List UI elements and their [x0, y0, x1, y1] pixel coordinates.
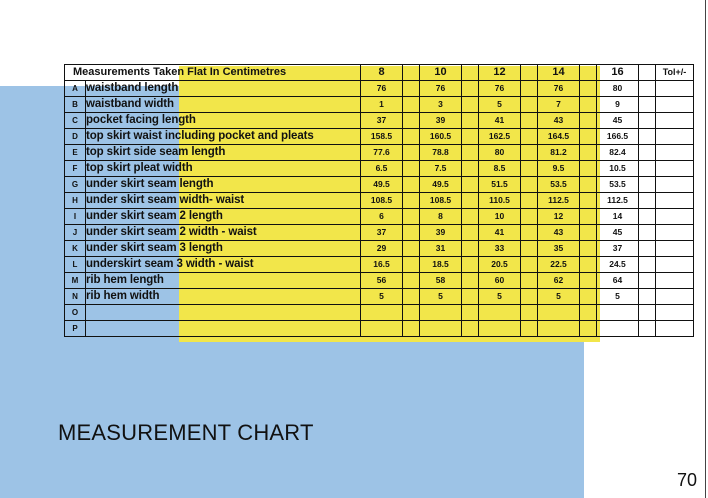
spacer-cell — [521, 241, 538, 257]
size-value-cell — [420, 305, 462, 321]
size-value-cell: 43 — [538, 113, 580, 129]
spacer-cell — [403, 321, 420, 337]
row-description: top skirt waist including pocket and pleats — [86, 129, 361, 145]
size-value-cell: 31 — [420, 241, 462, 257]
spacer-cell — [403, 225, 420, 241]
size-header-14: 14 — [538, 65, 580, 81]
size-value-cell: 6.5 — [361, 161, 403, 177]
spacer-cell — [521, 81, 538, 97]
spacer-cell — [639, 257, 656, 273]
spacer-cell — [521, 97, 538, 113]
tolerance-cell — [656, 81, 694, 97]
row-code: C — [65, 113, 86, 129]
size-value-cell: 45 — [597, 225, 639, 241]
spacer-cell — [580, 81, 597, 97]
table-row — [65, 145, 694, 161]
spacer-cell — [580, 305, 597, 321]
table-row — [65, 305, 694, 321]
spacer-cell — [521, 65, 538, 81]
spacer-cell — [403, 113, 420, 129]
spacer-cell — [403, 289, 420, 305]
table-row — [65, 193, 694, 209]
size-value-cell: 10.5 — [597, 161, 639, 177]
spacer-cell — [462, 321, 479, 337]
size-value-cell: 62 — [538, 273, 580, 289]
size-value-cell: 16.5 — [361, 257, 403, 273]
row-description: under skirt seam 2 length — [86, 209, 361, 225]
tolerance-cell — [656, 177, 694, 193]
spacer-cell — [521, 129, 538, 145]
size-value-cell: 112.5 — [597, 193, 639, 209]
spacer-cell — [580, 193, 597, 209]
table-title: Measurements Taken Flat In Centimetres — [65, 65, 361, 81]
spacer-cell — [639, 161, 656, 177]
size-value-cell — [538, 321, 580, 337]
spacer-cell — [580, 129, 597, 145]
size-value-cell: 33 — [479, 241, 521, 257]
table-row — [65, 257, 694, 273]
row-description: under skirt seam 3 length — [86, 241, 361, 257]
tolerance-cell — [656, 113, 694, 129]
size-value-cell: 80 — [479, 145, 521, 161]
tolerance-cell — [656, 161, 694, 177]
spacer-cell — [521, 113, 538, 129]
row-code: A — [65, 81, 86, 97]
size-value-cell: 76 — [420, 81, 462, 97]
size-value-cell: 108.5 — [420, 193, 462, 209]
size-value-cell: 5 — [420, 289, 462, 305]
size-header-8: 8 — [361, 65, 403, 81]
spacer-cell — [403, 161, 420, 177]
size-value-cell: 43 — [538, 225, 580, 241]
tolerance-cell — [656, 273, 694, 289]
row-code: I — [65, 209, 86, 225]
size-value-cell: 37 — [597, 241, 639, 257]
table-row — [65, 161, 694, 177]
spacer-cell — [580, 209, 597, 225]
spacer-cell — [639, 321, 656, 337]
size-value-cell — [479, 321, 521, 337]
size-value-cell: 1 — [361, 97, 403, 113]
size-value-cell: 49.5 — [361, 177, 403, 193]
size-value-cell — [597, 305, 639, 321]
size-value-cell — [538, 305, 580, 321]
table-header-row — [65, 65, 694, 81]
tolerance-cell — [656, 305, 694, 321]
spacer-cell — [521, 305, 538, 321]
size-value-cell: 76 — [479, 81, 521, 97]
row-description: top skirt side seam length — [86, 145, 361, 161]
row-code: P — [65, 321, 86, 337]
size-value-cell: 81.2 — [538, 145, 580, 161]
size-value-cell: 5 — [361, 289, 403, 305]
size-value-cell: 39 — [420, 225, 462, 241]
row-code: J — [65, 225, 86, 241]
row-description: waistband width — [86, 97, 361, 113]
spacer-cell — [580, 65, 597, 81]
size-value-cell: 10 — [479, 209, 521, 225]
size-value-cell: 53.5 — [597, 177, 639, 193]
size-value-cell: 78.8 — [420, 145, 462, 161]
spacer-cell — [639, 273, 656, 289]
spacer-cell — [462, 289, 479, 305]
spacer-cell — [639, 177, 656, 193]
size-value-cell: 80 — [597, 81, 639, 97]
row-code: F — [65, 161, 86, 177]
spacer-cell — [639, 225, 656, 241]
size-value-cell: 53.5 — [538, 177, 580, 193]
spacer-cell — [403, 129, 420, 145]
row-description — [86, 321, 361, 337]
size-header-12: 12 — [479, 65, 521, 81]
row-description — [86, 305, 361, 321]
size-value-cell: 108.5 — [361, 193, 403, 209]
tolerance-cell — [656, 241, 694, 257]
row-description: pocket facing length — [86, 113, 361, 129]
row-description: rib hem length — [86, 273, 361, 289]
table-row — [65, 113, 694, 129]
page-number: 70 — [677, 470, 698, 490]
tolerance-cell — [656, 209, 694, 225]
size-value-cell: 9 — [597, 97, 639, 113]
spacer-cell — [462, 225, 479, 241]
spacer-cell — [462, 161, 479, 177]
spacer-cell — [639, 129, 656, 145]
size-value-cell: 8.5 — [479, 161, 521, 177]
spacer-cell — [403, 65, 420, 81]
size-value-cell: 29 — [361, 241, 403, 257]
spacer-cell — [521, 321, 538, 337]
tolerance-header: Tol+/- — [656, 65, 694, 81]
size-value-cell: 7.5 — [420, 161, 462, 177]
spacer-cell — [580, 161, 597, 177]
size-value-cell: 82.4 — [597, 145, 639, 161]
spacer-cell — [580, 225, 597, 241]
size-value-cell — [597, 321, 639, 337]
size-value-cell: 6 — [361, 209, 403, 225]
size-value-cell: 22.5 — [538, 257, 580, 273]
row-code: D — [65, 129, 86, 145]
spacer-cell — [403, 209, 420, 225]
spacer-cell — [462, 145, 479, 161]
row-description: underskirt seam 3 width - waist — [86, 257, 361, 273]
size-value-cell: 158.5 — [361, 129, 403, 145]
row-description: rib hem width — [86, 289, 361, 305]
row-code: G — [65, 177, 86, 193]
row-code: H — [65, 193, 86, 209]
size-value-cell: 166.5 — [597, 129, 639, 145]
spacer-cell — [462, 241, 479, 257]
spacer-cell — [580, 273, 597, 289]
size-value-cell: 164.5 — [538, 129, 580, 145]
spacer-cell — [462, 305, 479, 321]
spacer-cell — [462, 273, 479, 289]
size-value-cell: 60 — [479, 273, 521, 289]
spacer-cell — [462, 113, 479, 129]
size-value-cell: 37 — [361, 113, 403, 129]
measurement-table — [64, 64, 694, 337]
size-value-cell: 58 — [420, 273, 462, 289]
spacer-cell — [580, 289, 597, 305]
tolerance-cell — [656, 257, 694, 273]
spacer-cell — [403, 97, 420, 113]
size-header-10: 10 — [420, 65, 462, 81]
size-value-cell: 110.5 — [479, 193, 521, 209]
size-value-cell: 51.5 — [479, 177, 521, 193]
spacer-cell — [403, 273, 420, 289]
size-value-cell: 20.5 — [479, 257, 521, 273]
spacer-cell — [580, 97, 597, 113]
row-code: N — [65, 289, 86, 305]
size-value-cell: 49.5 — [420, 177, 462, 193]
table-row — [65, 81, 694, 97]
spacer-cell — [639, 81, 656, 97]
spacer-cell — [521, 145, 538, 161]
table-row — [65, 177, 694, 193]
row-description: waistband length — [86, 81, 361, 97]
row-description: under skirt seam length — [86, 177, 361, 193]
spacer-cell — [521, 273, 538, 289]
tolerance-cell — [656, 321, 694, 337]
spacer-cell — [462, 193, 479, 209]
spacer-cell — [403, 81, 420, 97]
spacer-cell — [521, 193, 538, 209]
size-value-cell: 5 — [538, 289, 580, 305]
spacer-cell — [462, 209, 479, 225]
size-value-cell: 5 — [597, 289, 639, 305]
table-row — [65, 209, 694, 225]
size-value-cell: 9.5 — [538, 161, 580, 177]
spacer-cell — [462, 65, 479, 81]
spacer-cell — [521, 225, 538, 241]
spacer-cell — [403, 241, 420, 257]
tolerance-cell — [656, 193, 694, 209]
spacer-cell — [403, 193, 420, 209]
spacer-cell — [403, 177, 420, 193]
size-value-cell: 12 — [538, 209, 580, 225]
table-row — [65, 241, 694, 257]
size-value-cell: 3 — [420, 97, 462, 113]
table-row — [65, 289, 694, 305]
table-row — [65, 97, 694, 113]
spacer-cell — [639, 289, 656, 305]
size-value-cell: 39 — [420, 113, 462, 129]
row-code: M — [65, 273, 86, 289]
spacer-cell — [639, 145, 656, 161]
row-code: B — [65, 97, 86, 113]
spacer-cell — [403, 257, 420, 273]
row-code: L — [65, 257, 86, 273]
spacer-cell — [521, 177, 538, 193]
size-value-cell: 76 — [538, 81, 580, 97]
spacer-cell — [521, 161, 538, 177]
spacer-cell — [403, 305, 420, 321]
spacer-cell — [462, 177, 479, 193]
size-value-cell: 77.6 — [361, 145, 403, 161]
spacer-cell — [639, 97, 656, 113]
section-heading: MEASUREMENT CHART — [58, 420, 314, 445]
spacer-cell — [639, 241, 656, 257]
size-value-cell: 162.5 — [479, 129, 521, 145]
size-value-cell: 76 — [361, 81, 403, 97]
table-row — [65, 129, 694, 145]
spacer-cell — [462, 129, 479, 145]
size-value-cell: 64 — [597, 273, 639, 289]
page-edge-rule — [705, 0, 706, 498]
size-value-cell: 8 — [420, 209, 462, 225]
size-value-cell: 45 — [597, 113, 639, 129]
tolerance-cell — [656, 145, 694, 161]
spacer-cell — [403, 145, 420, 161]
size-value-cell: 112.5 — [538, 193, 580, 209]
size-value-cell: 56 — [361, 273, 403, 289]
spacer-cell — [462, 81, 479, 97]
spacer-cell — [639, 305, 656, 321]
row-code: O — [65, 305, 86, 321]
size-value-cell — [361, 305, 403, 321]
size-value-cell: 18.5 — [420, 257, 462, 273]
table-row — [65, 225, 694, 241]
table-row — [65, 273, 694, 289]
size-value-cell: 41 — [479, 113, 521, 129]
tolerance-cell — [656, 129, 694, 145]
size-value-cell — [361, 321, 403, 337]
row-description: top skirt pleat width — [86, 161, 361, 177]
size-value-cell — [479, 305, 521, 321]
size-value-cell: 35 — [538, 241, 580, 257]
spacer-cell — [639, 193, 656, 209]
size-value-cell: 5 — [479, 97, 521, 113]
table-row — [65, 321, 694, 337]
spacer-cell — [462, 97, 479, 113]
spacer-cell — [462, 257, 479, 273]
spacer-cell — [580, 257, 597, 273]
spacer-cell — [580, 113, 597, 129]
row-description: under skirt seam width- waist — [86, 193, 361, 209]
row-code: E — [65, 145, 86, 161]
row-description: under skirt seam 2 width - waist — [86, 225, 361, 241]
spacer-cell — [639, 65, 656, 81]
tolerance-cell — [656, 225, 694, 241]
spacer-cell — [580, 177, 597, 193]
spacer-cell — [580, 241, 597, 257]
spacer-cell — [580, 321, 597, 337]
size-value-cell: 160.5 — [420, 129, 462, 145]
spacer-cell — [580, 145, 597, 161]
tolerance-cell — [656, 289, 694, 305]
size-value-cell: 41 — [479, 225, 521, 241]
row-code: K — [65, 241, 86, 257]
size-header-16: 16 — [597, 65, 639, 81]
spacer-cell — [521, 209, 538, 225]
size-value-cell: 5 — [479, 289, 521, 305]
spacer-cell — [639, 113, 656, 129]
size-value-cell: 24.5 — [597, 257, 639, 273]
spacer-cell — [521, 257, 538, 273]
spacer-cell — [521, 289, 538, 305]
size-value-cell: 37 — [361, 225, 403, 241]
spacer-cell — [639, 209, 656, 225]
size-value-cell: 7 — [538, 97, 580, 113]
size-value-cell — [420, 321, 462, 337]
size-value-cell: 14 — [597, 209, 639, 225]
tolerance-cell — [656, 97, 694, 113]
